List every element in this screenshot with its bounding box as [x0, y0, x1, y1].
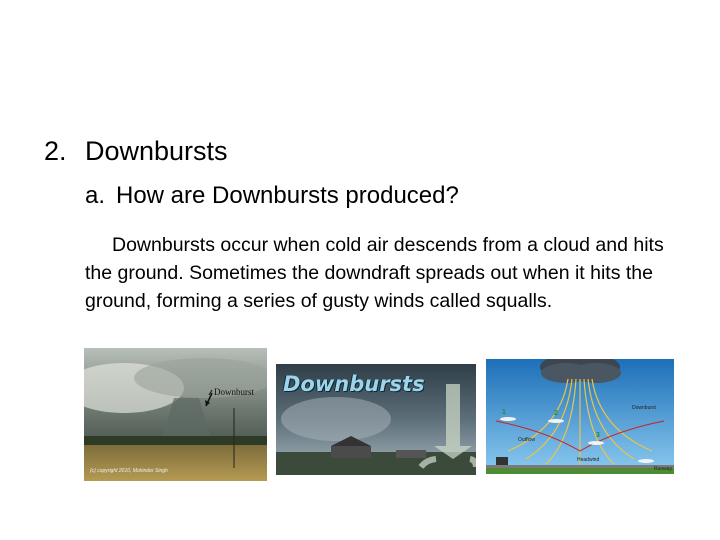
body-text: Downbursts occur when cold air descends from a cloud and hits the ground. Sometimes the downdraft spreads out when it hits the ground, forming a series of gusty winds called squalls.	[85, 234, 664, 312]
diagram-number-3: 3	[596, 432, 600, 439]
heading-text: Downbursts	[85, 136, 228, 166]
diagram-number-2: 2	[554, 410, 558, 417]
body-paragraph	[85, 231, 685, 315]
diagram-number-1: 1	[502, 409, 506, 416]
diagram-label-outflow: Outflow	[518, 437, 535, 443]
diagram-label-headwind: Headwind	[577, 457, 600, 463]
subheading-text: How are Downbursts produced?	[116, 182, 459, 209]
photo-downburst-label: Downburst	[214, 387, 254, 397]
subheading-letter: a.	[85, 182, 106, 209]
heading-number: 2.	[44, 136, 67, 166]
diagram-label-runway: Runway	[654, 466, 673, 472]
storm-photo	[84, 348, 267, 481]
heading-downbursts	[44, 133, 228, 169]
diagram-label-downburst: Downburst	[632, 405, 656, 411]
subheading-question	[85, 180, 459, 212]
photo-copyright-label: (c) copyright 2010, Mohinder Singh	[90, 468, 168, 474]
downbursts-photo-title: Downbursts	[283, 372, 425, 396]
